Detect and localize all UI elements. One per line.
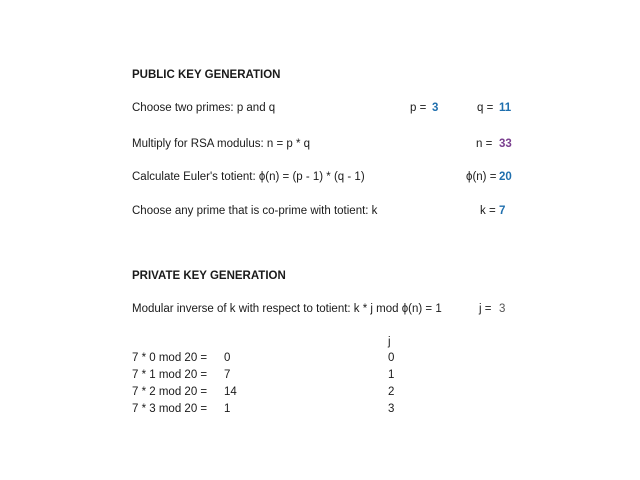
table-row-j: 2 <box>388 386 395 398</box>
n-value: 33 <box>499 138 512 150</box>
table-row-expr: 7 * 2 mod 20 = <box>132 386 208 398</box>
table-row-result: 14 <box>224 386 237 398</box>
table-row-j: 0 <box>388 352 395 364</box>
p-label: p = <box>410 102 427 114</box>
table-row-j: 3 <box>388 403 395 415</box>
private-key-heading: PRIVATE KEY GENERATION <box>132 270 286 282</box>
table-row-expr: 7 * 3 mod 20 = <box>132 403 208 415</box>
n-label: n = <box>476 138 493 150</box>
choose-primes-text: Choose two primes: p and q <box>132 102 276 114</box>
table-row-expr: 7 * 0 mod 20 = <box>132 352 208 364</box>
public-key-heading: PUBLIC KEY GENERATION <box>132 69 281 81</box>
phi-label: ϕ(n) = <box>466 171 497 183</box>
j-label: j = <box>479 303 492 315</box>
table-row-result: 0 <box>224 352 231 364</box>
k-value[interactable]: 7 <box>499 205 506 217</box>
phi-value: 20 <box>499 171 512 183</box>
modular-inverse-text: Modular inverse of k with respect to totient: k * j mod ϕ(n) = 1 <box>132 303 442 315</box>
j-value: 3 <box>499 303 506 315</box>
coprime-text: Choose any prime that is co-prime with totient: k <box>132 205 378 217</box>
k-label: k = <box>480 205 496 217</box>
rsa-modulus-text: Multiply for RSA modulus: n = p * q <box>132 138 311 150</box>
euler-totient-text: Calculate Euler's totient: ϕ(n) = (p - 1) * (q - 1) <box>132 171 365 183</box>
table-row-result: 1 <box>224 403 231 415</box>
table-row-j: 1 <box>388 369 395 381</box>
q-label: q = <box>477 102 494 114</box>
table-row-result: 7 <box>224 369 231 381</box>
q-value[interactable]: 11 <box>499 102 512 114</box>
p-value[interactable]: 3 <box>432 102 439 114</box>
table-row-expr: 7 * 1 mod 20 = <box>132 369 208 381</box>
j-column-header: j <box>388 336 391 348</box>
